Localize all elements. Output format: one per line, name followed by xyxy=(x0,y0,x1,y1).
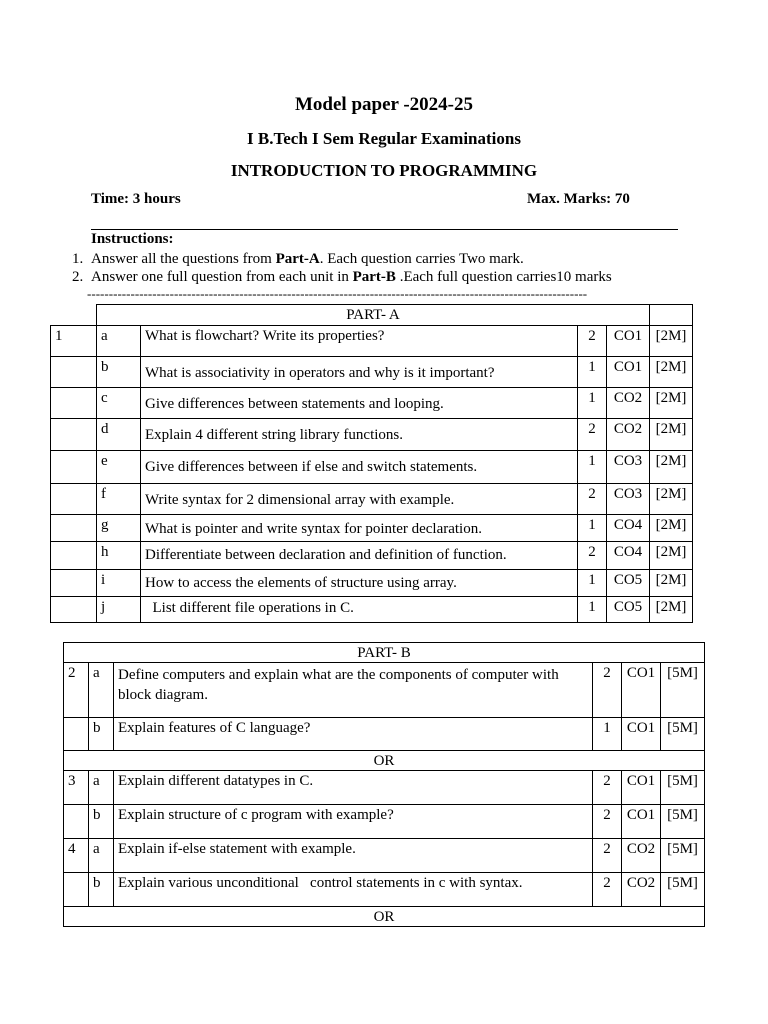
marks: [5M] xyxy=(661,805,705,839)
course-outcome: CO1 xyxy=(622,771,661,805)
question-text: How to access the elements of structure using array. xyxy=(141,570,578,597)
question-sub: a xyxy=(89,771,114,805)
instruction-item xyxy=(72,251,524,268)
bloom-level: 2 xyxy=(578,419,607,451)
question-text: Explain features of C language? xyxy=(114,718,593,751)
instruction-number: 2. xyxy=(72,269,84,285)
question-sub: b xyxy=(89,805,114,839)
instruction-bold-text: Part-B xyxy=(352,269,396,285)
question-number: 4 xyxy=(64,839,89,873)
question-number xyxy=(51,357,97,388)
question-number xyxy=(51,570,97,597)
bloom-level: 2 xyxy=(593,873,622,907)
marks: [2M] xyxy=(650,419,693,451)
course-outcome: CO5 xyxy=(607,597,650,623)
marks: [5M] xyxy=(661,718,705,751)
instruction-item xyxy=(72,269,612,286)
empty-cell xyxy=(650,305,693,326)
question-number xyxy=(51,542,97,570)
question-sub: f xyxy=(97,484,141,515)
marks: [2M] xyxy=(650,326,693,357)
bloom-level: 1 xyxy=(578,388,607,419)
header-divider xyxy=(91,229,678,230)
instruction-text: .Each full question carries10 marks xyxy=(395,269,612,285)
question-text: Give differences between if else and switch statements. xyxy=(141,451,578,484)
bloom-level: 2 xyxy=(578,484,607,515)
course-outcome: CO1 xyxy=(622,805,661,839)
instruction-number: 1. xyxy=(72,251,84,267)
question-sub: h xyxy=(97,542,141,570)
marks: [5M] xyxy=(661,663,705,718)
marks: [2M] xyxy=(650,597,693,623)
course-outcome: CO1 xyxy=(607,326,650,357)
question-number xyxy=(64,873,89,907)
marks: [5M] xyxy=(661,771,705,805)
question-text: Explain structure of c program with example? xyxy=(114,805,593,839)
question-text: Write syntax for 2 dimensional array with example. xyxy=(141,484,578,515)
marks: [2M] xyxy=(650,357,693,388)
exam-subtitle: I B.Tech I Sem Regular Examinations xyxy=(247,129,521,148)
question-text: Give differences between statements and looping. xyxy=(141,388,578,419)
question-text: Define computers and explain what are the components of computer with block diagram. xyxy=(114,663,593,718)
question-text: Explain 4 different string library functions. xyxy=(141,419,578,451)
exam-time: Time: 3 hours xyxy=(91,191,181,207)
question-number xyxy=(64,805,89,839)
question-number xyxy=(51,515,97,542)
question-number xyxy=(51,388,97,419)
instruction-bold-text: Part-A xyxy=(275,251,320,267)
question-text: Explain if-else statement with example. xyxy=(114,839,593,873)
instructions-heading: Instructions: xyxy=(91,231,174,247)
marks: [5M] xyxy=(661,839,705,873)
course-outcome: CO3 xyxy=(607,484,650,515)
course-outcome: CO2 xyxy=(622,873,661,907)
max-marks: Max. Marks: 70 xyxy=(527,191,630,207)
or-separator: OR xyxy=(64,907,705,927)
question-sub: i xyxy=(97,570,141,597)
bloom-level: 2 xyxy=(593,805,622,839)
question-sub: a xyxy=(89,663,114,718)
marks: [5M] xyxy=(661,873,705,907)
question-text: Differentiate between declaration and definition of function. xyxy=(141,542,578,570)
separator-line: ------------------------------------------------------------------------------------------------------------------- xyxy=(87,286,588,301)
bloom-level: 1 xyxy=(578,357,607,388)
question-text: Explain various unconditional control statements in c with syntax. xyxy=(114,873,593,907)
course-outcome: CO2 xyxy=(607,419,650,451)
question-number xyxy=(51,484,97,515)
question-number xyxy=(51,597,97,623)
question-text: Explain different datatypes in C. xyxy=(114,771,593,805)
part-a-heading: PART- A xyxy=(97,305,650,326)
empty-cell xyxy=(51,305,97,326)
question-number xyxy=(51,419,97,451)
course-title: INTRODUCTION TO PROGRAMMING xyxy=(230,161,538,180)
part-b-table xyxy=(63,642,705,927)
course-outcome: CO2 xyxy=(607,388,650,419)
question-text: What is pointer and write syntax for pointer declaration. xyxy=(141,515,578,542)
question-sub: b xyxy=(89,873,114,907)
bloom-level: 2 xyxy=(578,542,607,570)
question-sub: b xyxy=(89,718,114,751)
course-outcome: CO1 xyxy=(622,718,661,751)
marks: [2M] xyxy=(650,515,693,542)
question-sub: a xyxy=(89,839,114,873)
instruction-text: Answer one full question from each unit in xyxy=(91,269,353,285)
marks: [2M] xyxy=(650,451,693,484)
instruction-text: . Each question carries Two mark. xyxy=(319,251,524,267)
part-a-table xyxy=(50,304,693,623)
question-number xyxy=(64,718,89,751)
question-sub: b xyxy=(97,357,141,388)
question-number: 2 xyxy=(64,663,89,718)
question-text: What is associativity in operators and why is it important? xyxy=(141,357,578,388)
bloom-level: 2 xyxy=(593,839,622,873)
course-outcome: CO3 xyxy=(607,451,650,484)
bloom-level: 2 xyxy=(593,771,622,805)
bloom-level: 2 xyxy=(578,326,607,357)
bloom-level: 2 xyxy=(593,663,622,718)
question-sub: a xyxy=(97,326,141,357)
instruction-text: Answer all the questions from xyxy=(91,251,276,267)
bloom-level: 1 xyxy=(578,597,607,623)
course-outcome: CO5 xyxy=(607,570,650,597)
question-text: List different file operations in C. xyxy=(141,597,578,623)
course-outcome: CO4 xyxy=(607,542,650,570)
question-sub: j xyxy=(97,597,141,623)
question-number xyxy=(51,451,97,484)
question-text: What is flowchart? Write its properties? xyxy=(141,326,578,357)
question-sub: d xyxy=(97,419,141,451)
bloom-level: 1 xyxy=(578,515,607,542)
marks: [2M] xyxy=(650,542,693,570)
marks: [2M] xyxy=(650,570,693,597)
bloom-level: 1 xyxy=(578,570,607,597)
question-sub: g xyxy=(97,515,141,542)
question-sub: c xyxy=(97,388,141,419)
question-number: 1 xyxy=(51,326,97,357)
course-outcome: CO4 xyxy=(607,515,650,542)
bloom-level: 1 xyxy=(578,451,607,484)
or-separator: OR xyxy=(64,751,705,771)
marks: [2M] xyxy=(650,484,693,515)
question-sub: e xyxy=(97,451,141,484)
question-number: 3 xyxy=(64,771,89,805)
part-b-heading: PART- B xyxy=(64,643,705,663)
page-title: Model paper -2024-25 xyxy=(294,94,474,115)
course-outcome: CO2 xyxy=(622,839,661,873)
course-outcome: CO1 xyxy=(607,357,650,388)
marks: [2M] xyxy=(650,388,693,419)
course-outcome: CO1 xyxy=(622,663,661,718)
bloom-level: 1 xyxy=(593,718,622,751)
